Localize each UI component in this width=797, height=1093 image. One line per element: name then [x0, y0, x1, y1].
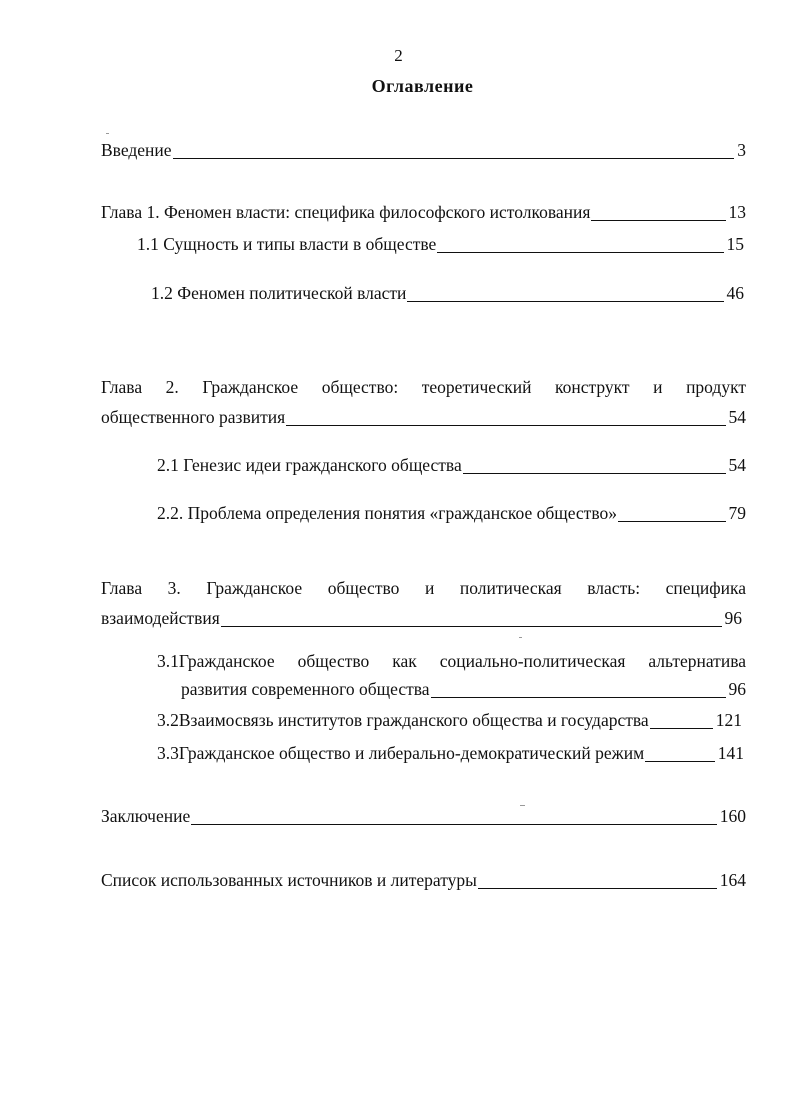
toc-title: Оглавление [371, 76, 474, 96]
dotted-leader [286, 425, 725, 426]
toc-entry-label: 3.3Гражданское общество и либерально-демократический режим [157, 743, 645, 763]
toc-entry-chapter-1[interactable] [101, 204, 746, 222]
toc-page-number: 96 [724, 608, 742, 628]
dotted-leader [463, 473, 726, 474]
toc-entry-chapter-2[interactable] [101, 409, 746, 427]
toc-entry-label: 2.1 Генезис идеи гражданского общества [157, 455, 462, 475]
toc-page-number: 54 [728, 455, 746, 475]
toc-entry-sources[interactable] [101, 872, 746, 890]
toc-page-number: 46 [726, 283, 744, 303]
toc-page-number: 96 [728, 679, 746, 699]
toc-page-number: 54 [728, 407, 746, 427]
toc-page-number: 13 [728, 202, 746, 222]
toc-entry-label: 3.2Взаимосвязь институтов гражданского общества и государства [157, 710, 649, 730]
toc-entry-label: взаимодействия [101, 608, 220, 628]
toc-entry-section-2-1[interactable] [157, 457, 746, 475]
toc-page-number: 164 [719, 870, 746, 890]
toc-entry-section-2-2[interactable] [157, 505, 746, 523]
toc-entry-label: Введение [101, 140, 172, 160]
toc-entry-label: 1.1 Сущность и типы власти в обществе [137, 234, 437, 254]
scan-speck [519, 637, 522, 638]
toc-entry-label: Заключение [101, 806, 191, 826]
dotted-leader [173, 158, 735, 159]
toc-entry-section-3-1-line1[interactable]: 3.1Гражданское общество как социально-политическая альтернатива [157, 651, 746, 671]
toc-page-number: 15 [726, 234, 744, 254]
dotted-leader [650, 728, 713, 729]
dotted-leader [618, 521, 726, 522]
dotted-leader [591, 220, 725, 221]
toc-entry-label: 2.2. Проблема определения понятия «гражданское общество» [157, 503, 617, 523]
dotted-leader [407, 301, 723, 302]
scan-speck [106, 133, 109, 134]
toc-entry-chapter-2-line1[interactable]: Глава 2. Гражданское общество: теоретический конструкт и продукт [101, 377, 746, 397]
toc-entry-conclusion[interactable] [101, 808, 746, 826]
dotted-leader [478, 888, 717, 889]
dotted-leader [191, 824, 717, 825]
toc-page-number: 79 [728, 503, 746, 523]
toc-page-number: 141 [717, 743, 744, 763]
dotted-leader [431, 697, 726, 698]
toc-entry-chapter-3-line1[interactable]: Глава 3. Гражданское общество и политическая власть: специфика [101, 578, 746, 598]
toc-entry-section-1-1[interactable] [137, 236, 744, 254]
dotted-leader [437, 252, 723, 253]
toc-entry-section-3-1[interactable] [181, 681, 746, 699]
toc-entry-section-3-2[interactable] [157, 712, 742, 730]
toc-entry-chapter-3[interactable] [101, 610, 742, 628]
dotted-leader [645, 761, 715, 762]
toc-entry-label: Глава 1. Феномен власти: специфика философского истолкования [101, 202, 591, 222]
toc-entry-section-3-3[interactable] [157, 745, 744, 763]
toc-entry-label: развития современного общества [181, 679, 430, 699]
scan-speck [520, 805, 525, 806]
dotted-leader [221, 626, 722, 627]
toc-entry-label: общественного развития [101, 407, 286, 427]
toc-entry-section-1-2[interactable] [151, 285, 744, 303]
toc-page-number: 3 [737, 140, 746, 160]
page-number: 2 [394, 46, 403, 65]
toc-page-number: 160 [719, 806, 746, 826]
toc-entry-intro[interactable] [101, 142, 746, 160]
toc-entry-label: 1.2 Феномен политической власти [151, 283, 407, 303]
toc-entry-label: Список использованных источников и литературы [101, 870, 477, 890]
toc-page-number: 121 [715, 710, 742, 730]
